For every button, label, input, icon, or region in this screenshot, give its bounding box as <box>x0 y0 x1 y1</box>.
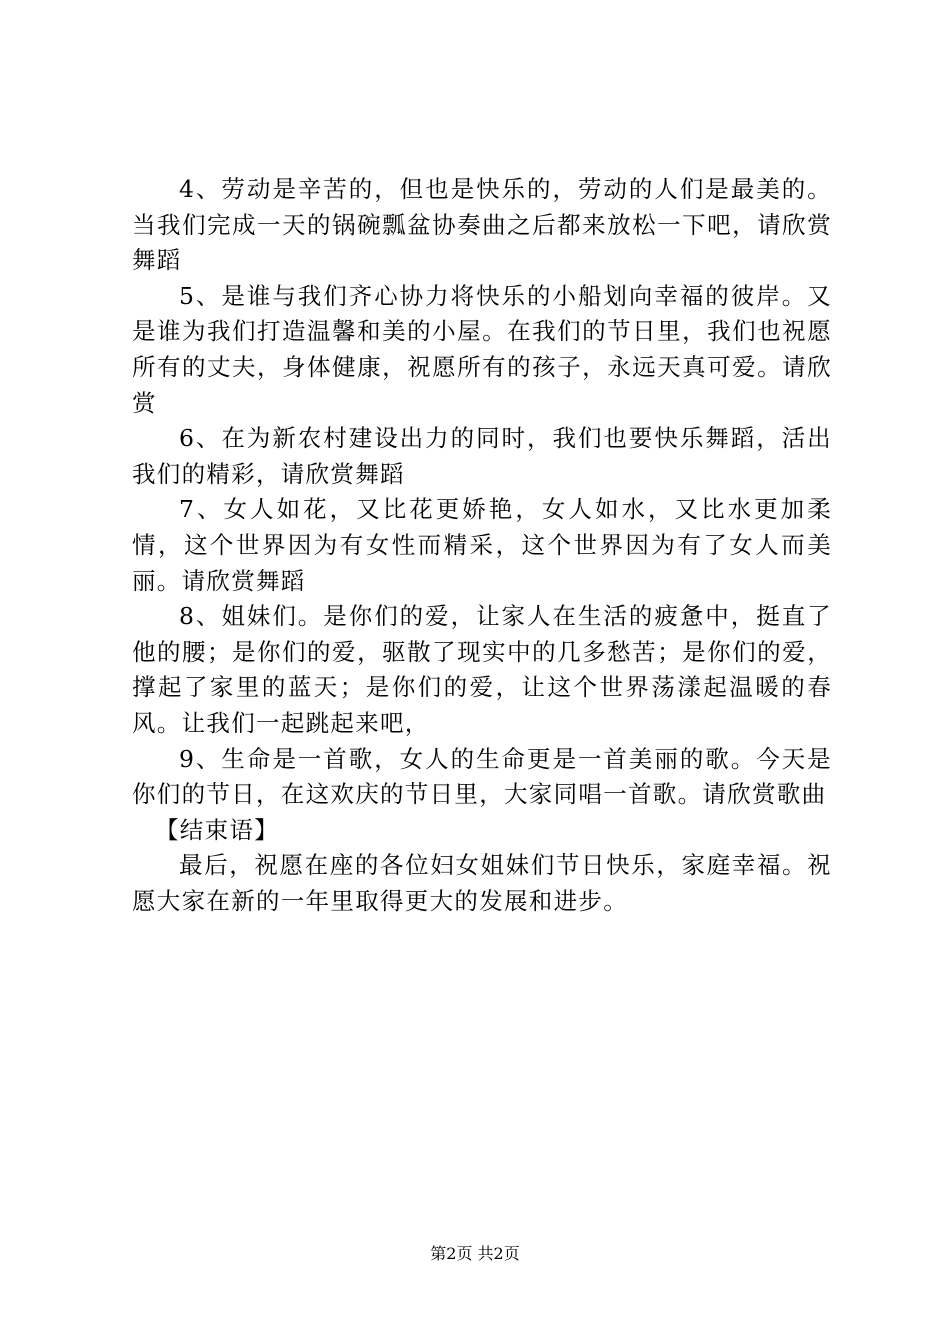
closing-heading: 【结束语】 <box>155 815 279 844</box>
paragraph-8: 8、姐妹们。是你们的爱，让家人在生活的疲惫中，挺直了他的腰；是你们的爱，驱散了现实中的几多愁苦；是你们的爱，撑起了家里的蓝天；是你们的爱，让这个世界荡漾起温暖的春风。让我们一起跳起来吧， <box>132 602 832 737</box>
paragraph-9: 9、生命是一首歌，女人的生命更是一首美丽的歌。今天是你们的节日，在这欢庆的节日里，大家同唱一首歌。请欣赏歌曲 <box>132 744 832 809</box>
paragraph-6: 6、在为新农村建设出力的同时，我们也要快乐舞蹈，活出我们的精彩，请欣赏舞蹈 <box>132 424 832 488</box>
closing-paragraph: 最后，祝愿在座的各位妇女姐妹们节日快乐，家庭幸福。祝愿大家在新的一年里取得更大的发展和进步。 <box>132 851 832 915</box>
page-footer: 第2页 共2页 <box>430 1244 520 1263</box>
paragraph-5: 5、是谁与我们齐心协力将快乐的小船划向幸福的彼岸。又是谁为我们打造温馨和美的小屋。在我们的节日里，我们也祝愿所有的丈夫，身体健康，祝愿所有的孩子，永远天真可爱。请欣赏 <box>132 281 832 417</box>
paragraph-4: 4、劳动是辛苦的，但也是快乐的，劳动的人们是最美的。当我们完成一天的锅碗瓢盆协奏曲之后都来放松一下吧，请欣赏舞蹈 <box>132 175 832 275</box>
document-body <box>132 172 832 919</box>
paragraph-7: 7、女人如花，又比花更娇艳，女人如水，又比水更加柔情，这个世界因为有女性而精采，这个世界因为有了女人而美丽。请欣赏舞蹈 <box>132 495 832 595</box>
